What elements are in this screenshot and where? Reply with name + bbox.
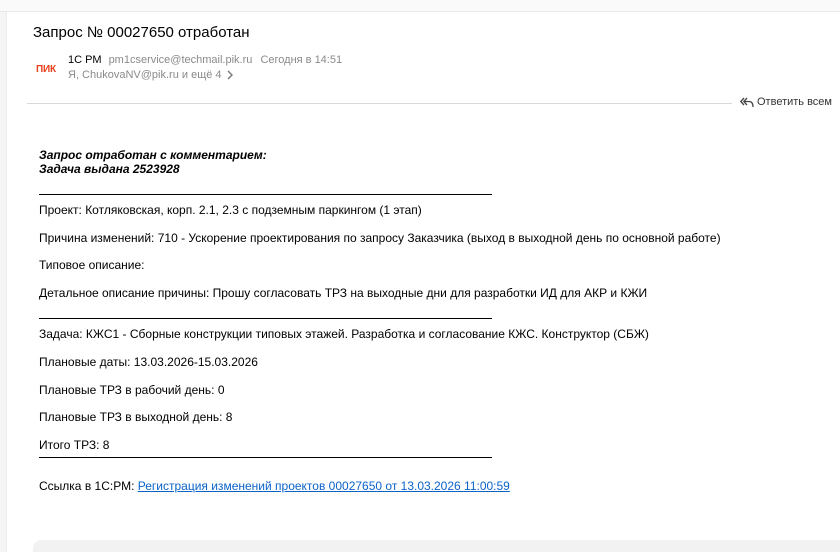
total-line: Итого ТРЗ: 8 [39,438,110,452]
sender-email[interactable]: pm1cservice@techmail.pik.ru [108,54,253,66]
chevron-right-icon[interactable] [226,70,234,80]
planned-workday-line: Плановые ТРЗ в рабочий день: 0 [39,383,225,397]
recipients-line[interactable] [68,68,234,82]
header-divider [27,103,732,104]
separator-line [39,318,492,319]
reply-compose-box[interactable] [33,540,840,552]
detailed-reason-line: Детальное описание причины: Прошу согласовать ТРЗ на выходные дни для разработки ИД для АКР и КЖИ [39,286,648,300]
reply-all-label: Ответить всем [757,96,832,108]
email-subject: Запрос № 00027650 отработан [33,24,250,41]
email-body-heading [39,148,829,176]
separator-line [39,194,492,195]
body-heading-comment: Запрос отработан с комментарием: [39,148,267,162]
separator-line [39,457,492,458]
reply-all-icon [740,97,754,108]
link-prefix: Ссылка в 1С:РМ: [39,479,135,493]
task-line: Задача: КЖС1 - Сборные конструкции типовых этажей. Разработка и согласование КЖС. Конструктор (СБЖ) [39,327,649,341]
reason-line: Причина изменений: 710 - Ускорение проектирования по запросу Заказчика (выход в выходной день по основной работе) [39,231,721,245]
from-line [68,53,342,67]
body-heading-task: Задача выдана 2523928 [39,162,180,176]
reply-all-button[interactable] [740,96,832,108]
link-line [39,479,510,493]
project-line: Проект: Котляковская, корп. 2.1, 2.3 с подземным паркингом (1 этап) [39,203,422,217]
left-panel-edge [0,12,7,552]
sender-avatar[interactable]: ПИК [33,56,59,82]
email-date: Сегодня в 14:51 [260,54,343,66]
registration-link[interactable]: Регистрация изменений проектов 00027650 от 13.03.2026 11:00:59 [137,479,510,493]
top-toolbar-strip [0,0,840,12]
typical-description-line: Типовое описание: [39,258,145,272]
sender-name[interactable]: 1С РМ [68,54,102,66]
planned-dates-line: Плановые даты: 13.03.2026-15.03.2026 [39,355,258,369]
recipients-text[interactable]: Я, ChukovaNV@pik.ru и ещё 4 [68,69,222,81]
planned-weekend-line: Плановые ТРЗ в выходной день: 8 [39,410,233,424]
sender-row [33,53,733,87]
